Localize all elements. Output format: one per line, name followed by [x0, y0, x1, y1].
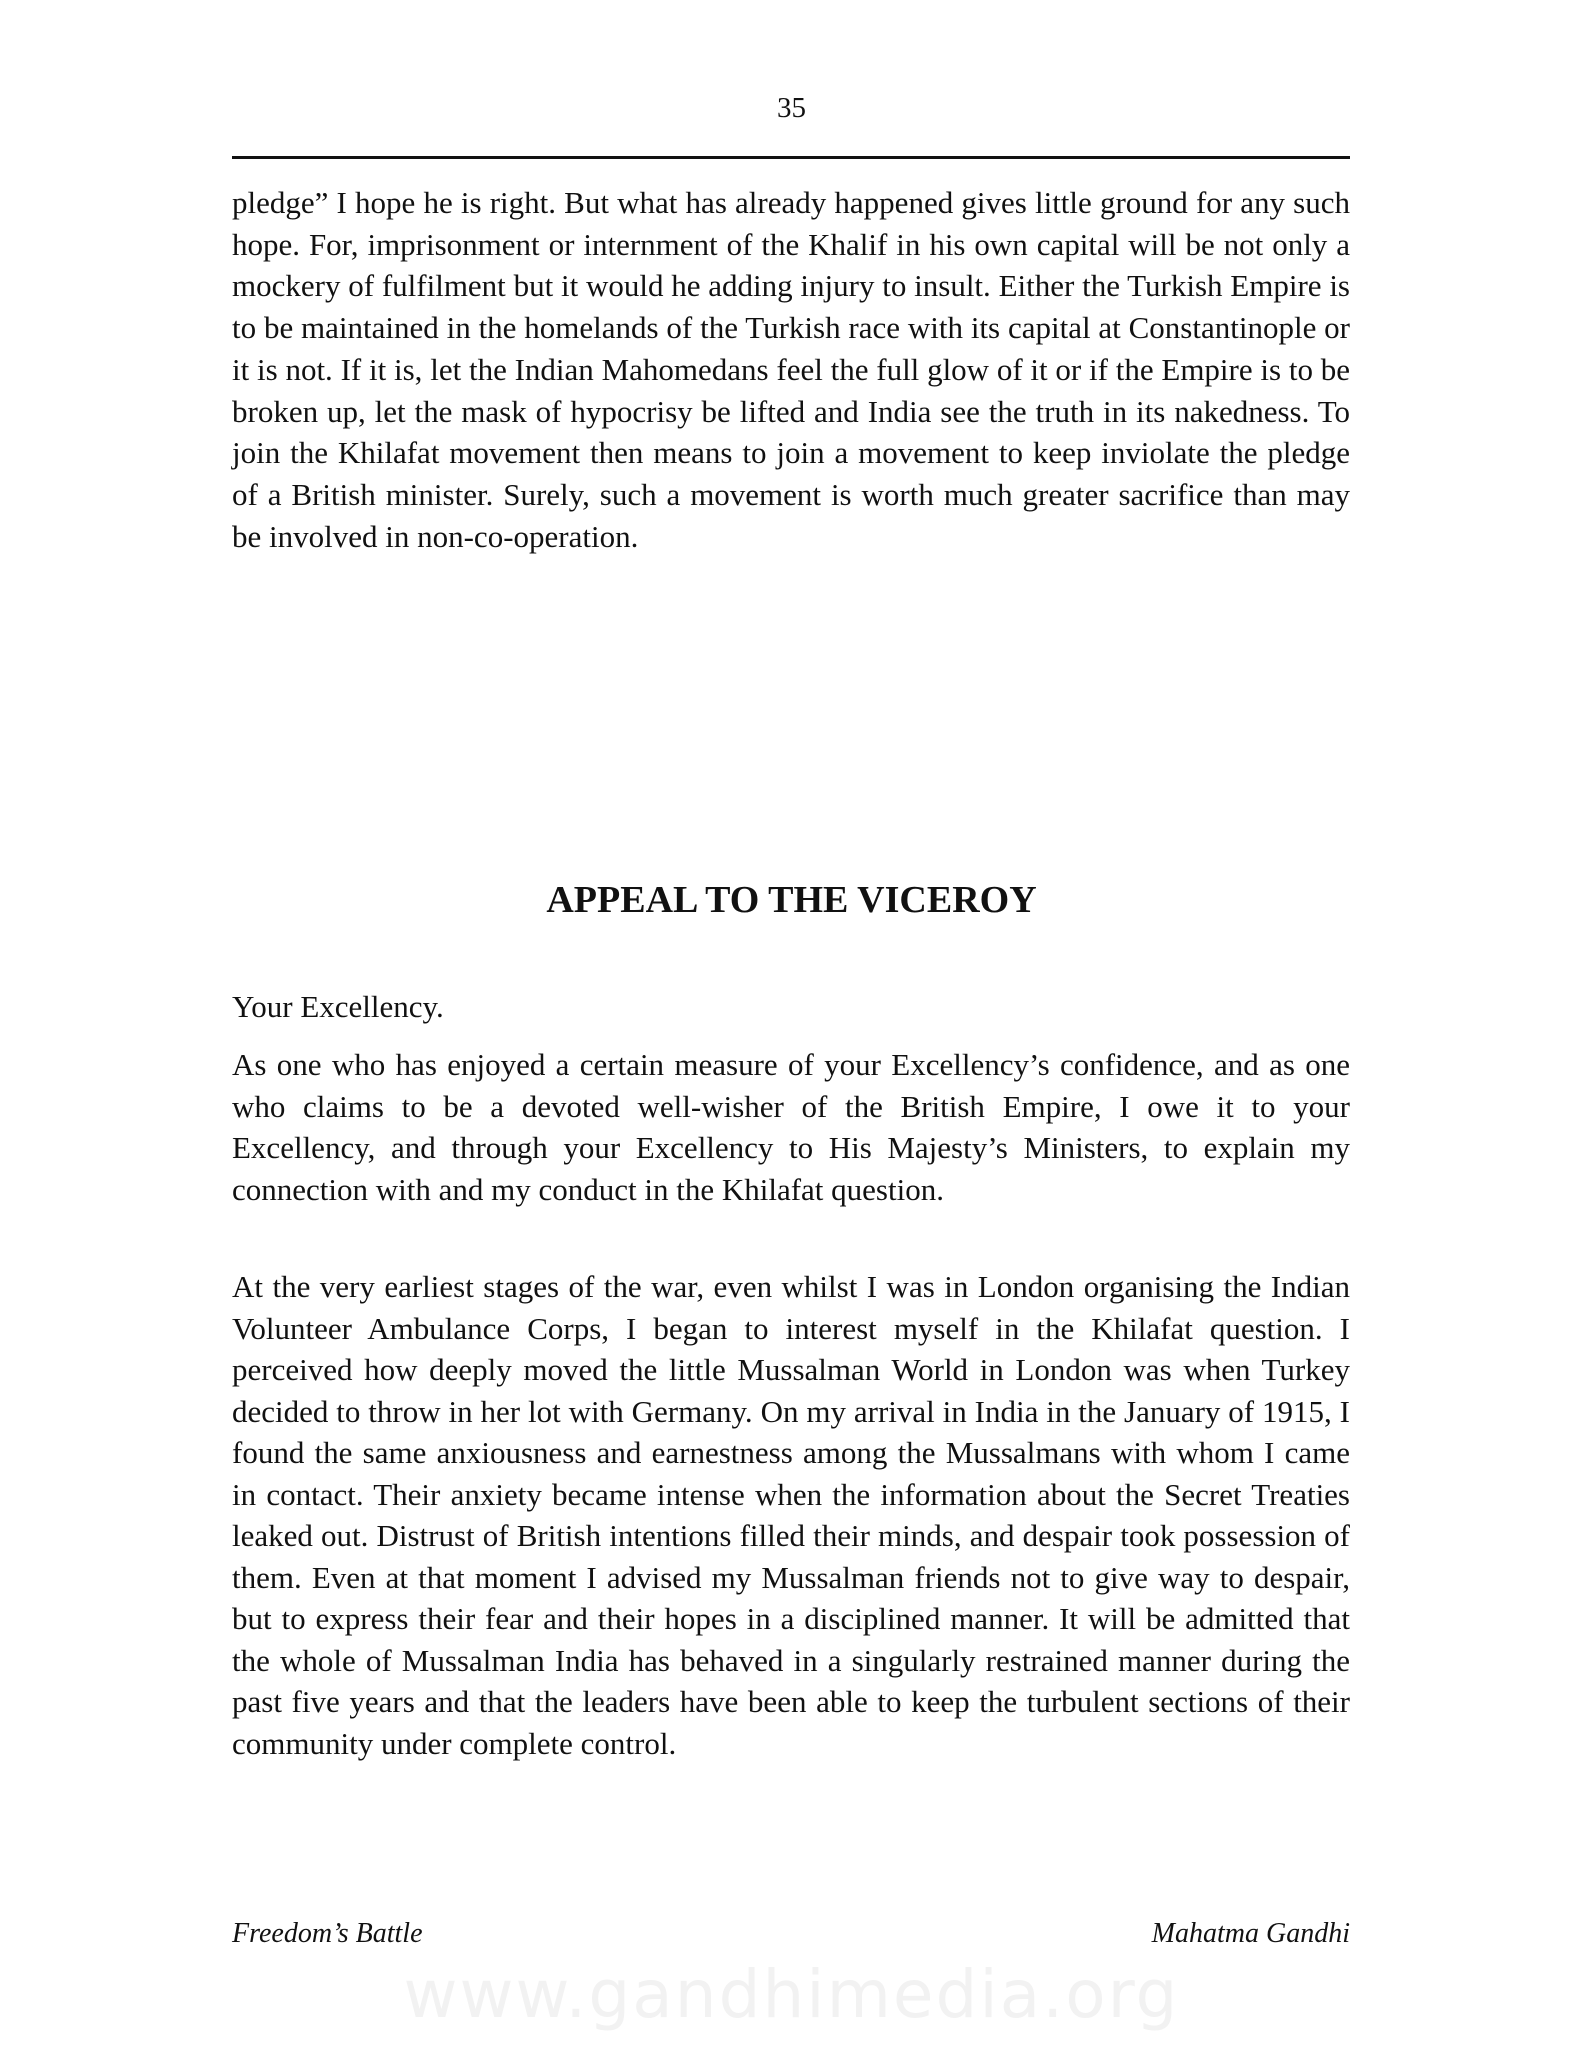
footer-author: Mahatma Gandhi [1151, 1918, 1350, 1949]
paragraph-text: At the very earliest stages of the war, even whilst I was in London organising the Indian Volunteer Ambulance Corps, I began to interest myself in the Khilafat question. I perceived how deeply moved the little Mussalman World in London was when Turkey decided to throw in her lot with Germany. On my arrival in India in the January of 1915, I found the same anxiousness and earnestness among the Mussalmans with whom I came in contact. Their anxiety became intense when the information about the Secret Treaties leaked out. Distrust of British intentions filled their minds, and despair took possession of them. Even at that moment I advised my Mussalman friends not to give way to despair, but to express their fear and their hopes in a disciplined manner. It will be admitted that the whole of Mussalman India has behaved in a singularly restrained manner during the past five years and that the leaders have been able to keep the turbulent sections of their community under complete control. [232, 1269, 1350, 1761]
footer-book-title: Freedom’s Battle [232, 1918, 423, 1949]
continuation-paragraph [232, 182, 1350, 557]
section-title: APPEAL TO THE VICEROY [546, 879, 1037, 921]
continuation-text: pledge” I hope he is right. But what has already happened gives little ground for any such hope. For, imprisonment or internment of the Khalif in his own capital will be not only a mockery of fulfilment but it would he adding injury to insult. Either the Turkish Empire is to be maintained in the homelands of the Turkish race with its capital at Constantinople or it is not. If it is, let the Indian Mahomedans feel the full glow of it or if the Empire is to be broken up, let the mask of hypocrisy be lifted and India see the truth in its nakedness. To join the Khilafat movement then means to join a movement to keep inviolate the pledge of a British minister. Surely, such a movement is worth much greater sacrifice than may be involved in non-co-operation. [232, 185, 1350, 554]
salutation [232, 986, 1350, 1028]
body-paragraph-1 [232, 1044, 1350, 1211]
body-paragraph-2 [232, 1266, 1350, 1764]
watermark: www.gandhimedia.org [403, 1956, 1180, 2033]
salutation-text: Your Excellency. [232, 989, 444, 1024]
paragraph-text: As one who has enjoyed a certain measure of your Excellency’s confidence, and as one who claims to be a devoted well-wisher of the British Empire, I owe it to your Excellency, and through your Excellency to His Majesty’s Ministers, to explain my connection with and my conduct in the Khilafat question. [232, 1047, 1350, 1208]
page-number: 35 [777, 92, 806, 124]
header-rule [232, 156, 1350, 159]
